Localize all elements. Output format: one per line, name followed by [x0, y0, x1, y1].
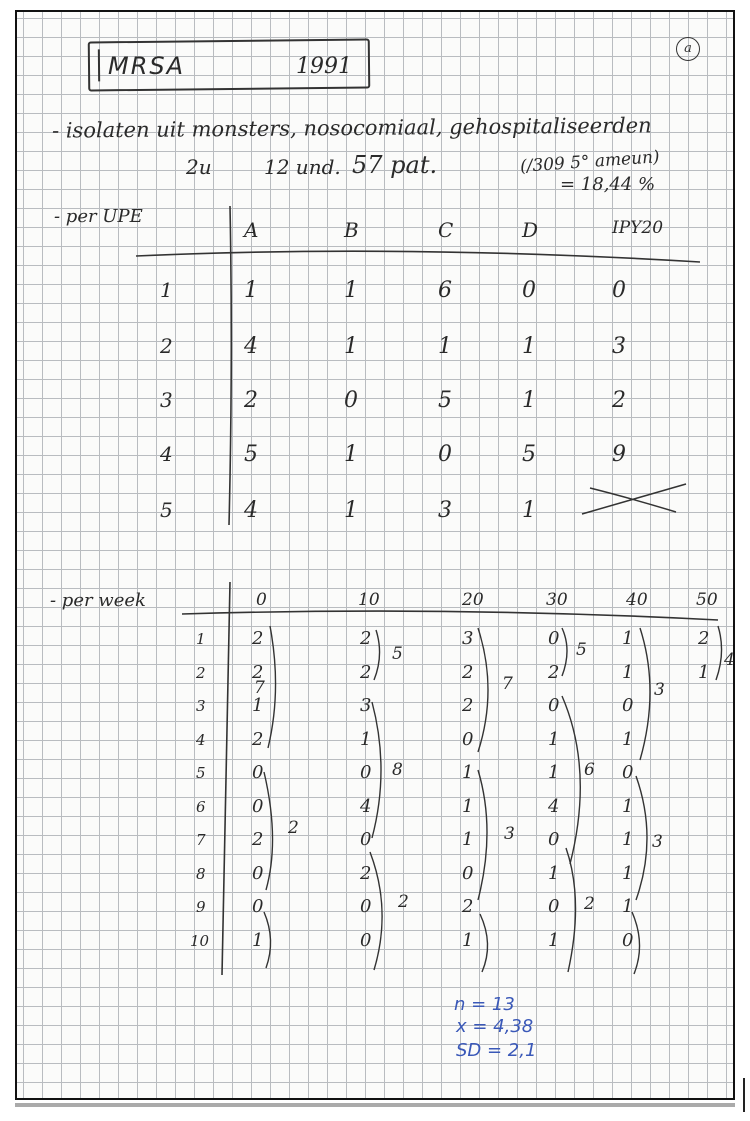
upe-row-id: 1	[160, 278, 173, 302]
upe-cell: 1	[344, 442, 358, 467]
bracket	[478, 628, 488, 752]
week-cell: 1	[462, 829, 474, 850]
week-cell: 2	[252, 628, 264, 649]
upe-cell: 3	[612, 334, 626, 359]
week-row-id: 8	[196, 864, 206, 883]
bracket	[264, 912, 271, 968]
week-cell: 2	[360, 862, 372, 884]
week-group-sum: 3	[504, 824, 515, 844]
week-cell: 1	[252, 929, 264, 951]
upe-cell: 2	[612, 388, 626, 413]
week-cell: 2	[462, 896, 474, 917]
week-group-sum: 6	[584, 760, 595, 780]
week-row-id: 1	[196, 630, 206, 648]
upe-col-header: D	[522, 218, 539, 242]
week-cell: 1	[622, 628, 634, 649]
week-group-sum: 4	[724, 650, 735, 670]
week-group-sum: 8	[392, 760, 403, 780]
upe-cell: 4	[244, 334, 258, 359]
upe-header-rule	[136, 251, 700, 262]
upe-vertical-rule	[229, 206, 231, 525]
week-row-id: 3	[196, 697, 206, 715]
week-cell: 1	[698, 661, 710, 683]
title-year: 1991	[296, 54, 352, 79]
bracket	[566, 848, 576, 972]
bracket	[636, 776, 647, 900]
week-cell: 2	[462, 695, 474, 716]
bracket	[562, 696, 580, 864]
week-cell: 0	[548, 628, 560, 649]
stat-mean: x = 4,38	[456, 1016, 534, 1037]
upe-cell: 0	[522, 278, 536, 303]
week-group-sum: 7	[254, 678, 265, 698]
bracket	[478, 770, 487, 900]
week-cell: 4	[360, 795, 372, 817]
week-cell: 1	[252, 695, 264, 716]
week-cell: 3	[360, 695, 372, 716]
upe-cell: 1	[344, 334, 358, 359]
upe-col-header: A	[244, 218, 259, 242]
week-cell: 2	[252, 661, 264, 683]
upe-cell: 2	[244, 388, 258, 413]
week-cell: 0	[360, 829, 372, 850]
week-cell: 2	[252, 728, 264, 750]
week-group-sum: 2	[584, 894, 595, 914]
week-cell: 0	[622, 695, 634, 716]
week-group-sum: 5	[392, 644, 403, 664]
week-cell: 0	[252, 795, 264, 817]
week-cell: 1	[622, 728, 634, 750]
week-group-sum: 2	[398, 892, 409, 912]
week-cell: 2	[548, 661, 560, 683]
week-cell: 2	[360, 628, 372, 649]
week-cell: 0	[360, 929, 372, 951]
bracket	[562, 628, 567, 676]
week-cell: 0	[548, 695, 560, 716]
week-group-sum: 3	[654, 680, 665, 700]
week-cell: 1	[462, 929, 474, 951]
upe-row-id: 3	[160, 388, 173, 412]
upe-cell: 3	[438, 498, 452, 523]
bracket	[268, 626, 276, 748]
title-text: MRSA	[108, 52, 186, 80]
week-cell: 0	[548, 896, 560, 917]
week-cell: 2	[360, 661, 372, 683]
week-cell: 1	[360, 728, 372, 750]
per-week-label: - per week	[50, 590, 146, 611]
per-upe-label: - per UPE	[54, 206, 143, 227]
page-marker: a	[676, 37, 700, 61]
upe-cell: 9	[612, 442, 626, 467]
upe-cell: 6	[438, 278, 452, 303]
week-cell: 4	[548, 795, 560, 817]
upe-row-id: 4	[160, 442, 173, 466]
bracket	[370, 852, 382, 970]
upe-row-id: 2	[160, 334, 173, 358]
upe-cell: 1	[522, 334, 536, 359]
week-cell: 2	[252, 829, 264, 850]
week-cell: 1	[622, 661, 634, 683]
week-col-header: 30	[546, 590, 568, 610]
week-cell: 1	[548, 762, 560, 783]
week-cell: 0	[462, 862, 474, 884]
upe-cell: 4	[244, 498, 258, 523]
bracket	[372, 702, 381, 838]
upe-cell: 0	[612, 278, 626, 303]
upe-cell: 5	[522, 442, 536, 467]
note-line-2-units: 12 und.	[264, 155, 341, 179]
bracket	[480, 914, 488, 972]
week-cell: 0	[360, 896, 372, 917]
week-row-id: 9	[196, 898, 206, 916]
stat-sd: SD = 2,1	[456, 1040, 537, 1061]
week-cell: 0	[462, 728, 474, 750]
week-col-header: 10	[358, 590, 380, 610]
week-col-header: 40	[626, 590, 648, 610]
week-cell: 0	[548, 829, 560, 850]
week-cell: 1	[462, 795, 474, 817]
week-cell: 0	[622, 762, 634, 783]
upe-cell: 5	[438, 388, 452, 413]
week-cell: 0	[360, 762, 372, 783]
week-row-id: 6	[196, 797, 206, 816]
week-col-header: 20	[462, 590, 484, 610]
bracket	[716, 626, 722, 680]
week-cell: 0	[252, 896, 264, 917]
week-row-id: 10	[190, 931, 210, 950]
week-cell: 1	[622, 795, 634, 817]
week-col-header: 50	[696, 590, 718, 610]
upe-col-header: C	[438, 218, 454, 242]
upe-cell: 1	[344, 498, 358, 523]
upe-cell: 0	[344, 388, 358, 413]
week-header-rule	[182, 611, 718, 620]
week-group-sum: 3	[652, 832, 663, 852]
note-line-3-percent: = 18,44 %	[560, 174, 656, 195]
week-cell: 2	[698, 628, 710, 649]
note-line-1: - isolaten uit monsters, nosocomiaal, gehospitaliseerden	[51, 113, 652, 143]
week-row-id: 5	[196, 764, 206, 782]
week-group-sum: 2	[288, 818, 299, 838]
upe-cell: 1	[522, 498, 536, 523]
note-line-2-patients: 57 pat.	[352, 151, 438, 179]
week-cell: 2	[462, 661, 474, 683]
bracket	[264, 772, 273, 890]
note-line-2-total: (/309 5° ameun)	[519, 147, 661, 177]
upe-cell: 5	[244, 442, 258, 467]
upe-row-id: 5	[160, 498, 173, 522]
upe-col-header: B	[344, 218, 359, 242]
week-row-id: 7	[196, 831, 206, 849]
week-cell: 1	[548, 728, 560, 750]
note-line-2-count: 2u	[186, 155, 212, 179]
week-cell: 1	[622, 862, 634, 884]
bracket	[632, 912, 640, 974]
upe-cell: 1	[344, 278, 358, 303]
week-cell: 3	[462, 628, 474, 649]
week-cell: 1	[622, 896, 634, 917]
week-cell: 1	[462, 762, 474, 783]
week-col-header: 0	[256, 590, 267, 610]
upe-cell: 1	[438, 334, 452, 359]
week-cell: 0	[252, 762, 264, 783]
upe-cell: 1	[522, 388, 536, 413]
bracket	[640, 628, 650, 760]
week-cell: 1	[622, 829, 634, 850]
upe-cell: 1	[244, 278, 258, 303]
upe-cell: 0	[438, 442, 452, 467]
week-cell: 1	[548, 862, 560, 884]
bracket	[374, 630, 380, 680]
week-group-sum: 7	[502, 674, 513, 694]
stat-n: n = 13	[454, 994, 515, 1015]
upe-col-header: IPY20	[612, 218, 664, 238]
week-cell: 1	[548, 929, 560, 951]
week-group-sum: 5	[576, 640, 587, 660]
week-row-id: 2	[196, 663, 206, 682]
week-vertical-rule	[222, 582, 230, 975]
week-row-id: 4	[196, 730, 206, 749]
week-cell: 0	[622, 929, 634, 951]
week-cell: 0	[252, 862, 264, 884]
